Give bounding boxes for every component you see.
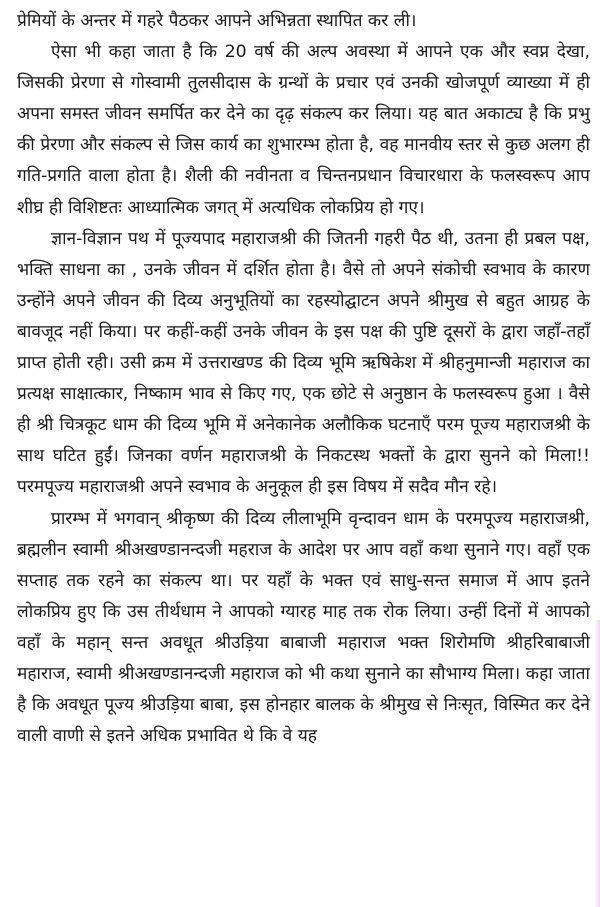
page-edge-shade: [594, 620, 600, 907]
paragraph-bhakti-sadhana: ज्ञान-विज्ञान पथ में पूज्यपाद महाराजश्री की जितनी गहरी पैठ थी, उतना ही प्रबल पक्ष, भक्ति साधना का , उनके जीवन में दर्शित होता है। वैसे तो अपने संकोची स्वभाव के कारण उन्होंने अपने जीवन की दिव्य अनुभूतियों का रहस्योद्घाटन अपने श्रीमुख से बहुत आग्रह के बावजूद नहीं किया। पर कहीं-कहीं उनके जीवन के इस पक्ष की पुष्टि दूसरों के द्वारा जहाँ-तहाँ प्राप्त होती रही। उसी क्रम में उत्तराखण्ड की दिव्य भूमि ऋषिकेश में श्रीहनुमान्जी महाराज का प्रत्यक्ष साक्षात्कार, निष्काम भाव से किए गए, एक छोटे से अनुष्ठान के फलस्वरूप हुआ । वैसे ही श्री चित्रकूट धाम की दिव्य भूमि में अनेकानेक अलौकिक घटनाएँ परम पूज्य महाराजश्री के साथ घटित हुईं। जिनका वर्णन महाराजश्री के निकटस्थ भक्तों के द्वारा सुनने को मिला!! परमपूज्य महाराजश्री अपने स्वभाव के अनुकूल ही इस विषय में सदैव मौन रहे।: [17, 228, 590, 498]
paragraph-vrindavan: प्रारम्भ में भगवान् श्रीकृष्ण की दिव्य लीलाभूमि वृन्दावन धाम के परमपूज्य महाराजश्री, ब्रह्मलीन स्वामी श्रीअखण्डानन्दजी महराज के आदेश पर आप वहाँ कथा सुनाने गए। वहाँ एक सप्ताह तक रहने का संकल्प था। पर यहाँ के भक्त एवं साधु-सन्त समाज में आप इतने लोकप्रिय हुए कि उस तीर्थधाम ने आपको ग्यारह माह तक रोक लिया। उन्हीं दिनों में आपको वहाँ के महान् सन्त अवधूत श्रीउड़िया बाबाजी महाराज भक्त शिरोमणि श्रीहरिबाबाजी महाराज, स्वामी श्रीअखण्डानन्दजी महाराज को भी कथा सुनाने का सौभाग्य मिला। कहा जाता है कि अवधूत पूज्य श्रीउड़िया बाबा, इस होनहार बालक के श्रीमुख से निःसृत, विस्मित कर देने वाली वाणी से इतने अधिक प्रभावित थे कि वे यह: [17, 508, 590, 747]
paragraph-dream-tulsidas: ऐसा भी कहा जाता है कि 20 वर्ष की अल्प अवस्था में आपने एक और स्वप्न देखा, जिसकी प्रेरणा से गोस्वामी तुलसीदास के ग्रन्थों के प्रचार एवं उनकी खोजपूर्ण व्याख्या में ही अपना समस्त जीवन समर्पित कर देने का दृढ़ संकल्प कर लिया। यह बात अकाट्य है कि प्रभु की प्रेरणा और संकल्प से जिस कार्य का शुभारम्भ होता है, वह मानवीय स्तर से कुछ अलग ही गति-प्रगति वाला होता है। शैली की नवीनता व चिन्तनप्रधान विचारधारा के फलस्वरूप आप शीघ्र ही विशिष्टतः आध्यात्मिक जगत् में अत्यधिक लोकप्रिय हो गए।: [17, 42, 590, 218]
paragraph-continuation: प्रेमियों के अन्तर में गहरे पैठकर आपने अभिन्नता स्थापित कर ली।: [17, 11, 417, 31]
